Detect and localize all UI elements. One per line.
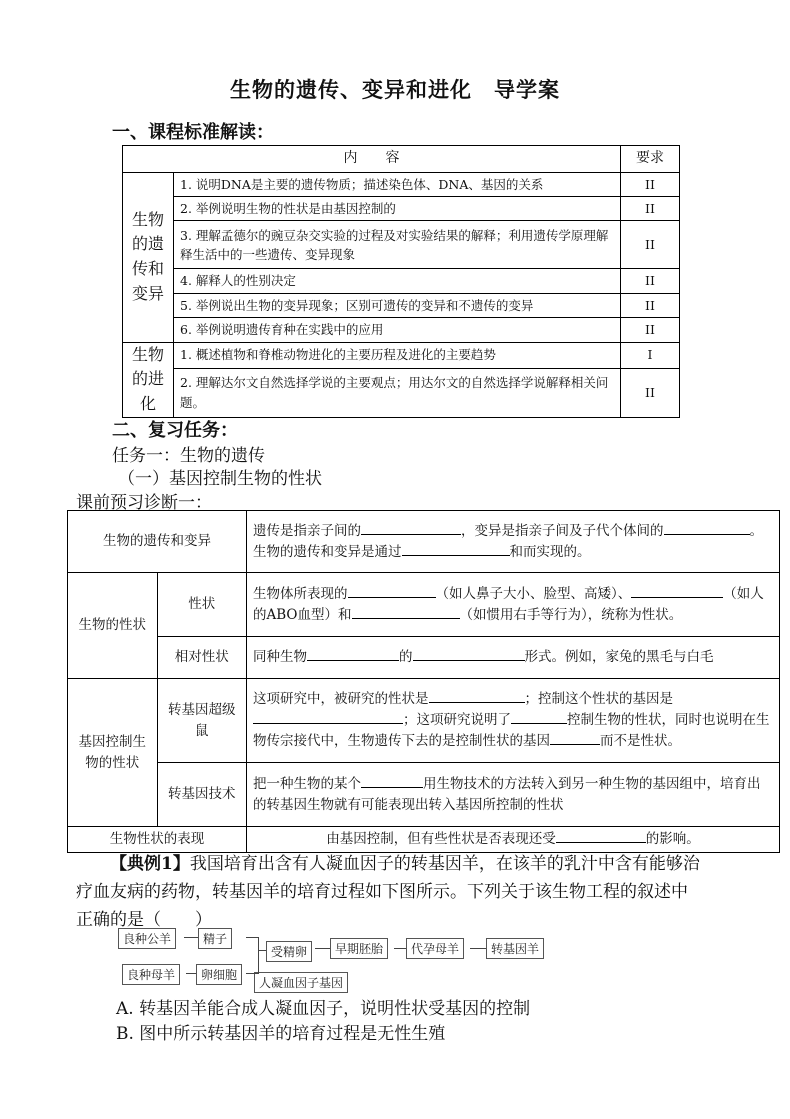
flow-arrow: [184, 937, 198, 938]
page-title: 生物的遗传、变异和进化 导学案: [230, 78, 560, 102]
diag-cell-expression: [247, 827, 780, 853]
flow-sperm: 精子: [198, 928, 232, 949]
standard-item: 5. 举例说出生物的变异现象；区别可遗传的变异和不遗传的变异: [174, 293, 621, 317]
standard-item: 2. 理解达尔文自然选择学说的主要观点；用达尔文的自然选择学说解释相关问题。: [174, 368, 621, 417]
fill-blank[interactable]: [429, 690, 525, 703]
standards-group-heredity: 生物的遗传和变异: [123, 172, 174, 342]
diag-text: 形式。例如，家兔的黑毛与白毛: [524, 649, 714, 666]
diag-sub-transgenic-tech: 转基因技术: [157, 763, 247, 827]
diag-cell-supermouse: [247, 679, 780, 763]
diagnostic-table: [67, 510, 780, 853]
fill-blank[interactable]: [402, 543, 510, 556]
subsection-heading: （一）基因控制生物的性状: [118, 469, 322, 489]
flow-arrow: [258, 937, 259, 974]
standards-table: [122, 145, 680, 418]
fill-blank[interactable]: [253, 711, 403, 724]
example-question: [76, 850, 702, 934]
flow-arrow: [186, 973, 196, 974]
diag-text: 生物体所表现的: [253, 585, 348, 602]
fill-blank[interactable]: [556, 830, 646, 843]
fill-blank[interactable]: [413, 648, 525, 661]
fill-blank[interactable]: [352, 606, 460, 619]
diag-text: ，变异是指亲子间及子代个体间的: [461, 522, 664, 539]
option-b: B. 图中所示转基因羊的培育过程是无性生殖: [116, 1024, 446, 1044]
task-heading: 任务一：生物的遗传: [112, 446, 265, 466]
option-a: A. 转基因羊能合成人凝血因子，说明性状受基因的控制: [116, 999, 531, 1019]
flow-arrow: [315, 948, 330, 949]
flow-ram: 良种公羊: [118, 928, 176, 949]
diag-text: 遗传是指亲子间的: [253, 522, 361, 539]
diag-label-gene-control: 基因控制生物的性状: [68, 679, 158, 827]
fill-blank[interactable]: [631, 585, 723, 598]
fill-blank[interactable]: [361, 522, 461, 535]
diag-text: （如人鼻子大小、脸型、高矮）、: [435, 585, 632, 602]
diag-text: 的: [399, 649, 413, 666]
diag-text: 的影响。: [645, 831, 700, 847]
diag-text: （如惯用右手等行为），统称为性状。: [459, 606, 683, 623]
standard-req: II: [621, 318, 680, 342]
flow-egg: 卵细胞: [196, 964, 242, 985]
fill-blank[interactable]: [361, 775, 423, 788]
diag-text: 这项研究中，被研究的性状是: [253, 691, 429, 708]
diag-text: （如人的ABO血型）和: [253, 585, 764, 623]
flow-surrogate: 代孕母羊: [406, 938, 464, 959]
flow-embryo: 早期胚胎: [330, 938, 388, 959]
example-lead: 【典例1】: [110, 854, 190, 874]
diag-text: 用生物技术的方法转入到另一种生物的基因组中，培育出的转基因生物就有可能表现出转入基因所控制的性状: [253, 775, 761, 813]
diag-sub-relative-trait: 相对性状: [157, 637, 247, 679]
section-heading-standards: 一、课程标准解读：: [112, 122, 274, 143]
diag-text: 由基因控制，但有些性状是否表现还受: [326, 831, 556, 847]
standard-item: 2. 举例说明生物的性状是由基因控制的: [174, 197, 621, 221]
diag-label-traits: 生物的性状: [68, 573, 158, 679]
section-heading-tasks: 二、复习任务：: [112, 420, 238, 441]
standard-req: II: [621, 221, 680, 269]
diag-sub-trait: 性状: [157, 573, 247, 637]
flow-arrow: [246, 973, 258, 974]
flow-zygote: 受精卵: [266, 941, 312, 962]
fill-blank[interactable]: [511, 711, 567, 724]
flow-result: 转基因羊: [486, 938, 544, 959]
diag-text: ；控制这个性状的基因是: [524, 691, 673, 708]
flow-gene: 人凝血因子基因: [254, 972, 348, 993]
diag-text: ；这项研究说明了: [403, 712, 511, 729]
fill-blank[interactable]: [348, 585, 436, 598]
diag-text: 和: [509, 543, 523, 560]
standards-header-req: 要求: [621, 146, 680, 173]
standards-group-evolution: 生物的进化: [123, 342, 174, 417]
diag-text: 而实现的。: [523, 543, 591, 560]
diag-cell-trait: [247, 573, 780, 637]
standard-req: I: [621, 342, 680, 368]
diag-text: 控制生物的性状，同时也说明在生物传宗接代中，生物遗传下去的是控制性状的基因: [253, 712, 770, 749]
diag-label-heredity-variation: 生物的遗传和变异: [68, 511, 247, 573]
standard-req: II: [621, 197, 680, 221]
standard-req: II: [621, 172, 680, 196]
diag-text: 把一种生物的某个: [253, 775, 361, 792]
flow-ewe: 良种母羊: [122, 964, 180, 985]
standards-header-content: 内 容: [123, 146, 621, 173]
standard-req: II: [621, 269, 680, 293]
fill-blank[interactable]: [550, 732, 600, 745]
diag-sub-supermouse: 转基因超级鼠: [157, 679, 247, 763]
fill-blank[interactable]: [664, 522, 750, 535]
diag-cell-transgenic-tech: [247, 763, 780, 827]
flow-arrow: [258, 950, 266, 951]
standard-item: 1. 说明DNA是主要的遗传物质；描述染色体、DNA、基因的关系: [174, 172, 621, 196]
diag-label-expression: 生物性状的表现: [68, 827, 247, 853]
diag-cell-relative-trait: [247, 637, 780, 679]
diag-cell-heredity-variation: [247, 511, 780, 573]
flow-arrow: [394, 948, 406, 949]
standard-item: 1. 概述植物和脊椎动物进化的主要历程及进化的主要趋势: [174, 342, 621, 368]
diag-text: 而不是性状。: [600, 732, 681, 749]
example-text: 我国培育出含有人凝血因子的转基因羊，在该羊的乳汁中含有能够治疗血友病的药物，转基因羊的培育过程如下图所示。下列关于该生物工程的叙述中正确的是（ ）: [76, 854, 700, 930]
flow-arrow: [246, 937, 258, 938]
diag-text: 同种生物: [253, 649, 307, 666]
standard-req: II: [621, 293, 680, 317]
flow-arrow: [470, 948, 486, 949]
fill-blank[interactable]: [307, 648, 399, 661]
pretest-heading: 课前预习诊断一：: [76, 493, 212, 513]
standard-item: 3. 理解孟德尔的豌豆杂交实验的过程及对实验结果的解释；利用遗传学原理解释生活中的一些遗传、变异现象: [174, 221, 621, 269]
standard-req: II: [621, 368, 680, 417]
diag-text: 。生物的遗传和变异是通过: [253, 522, 763, 560]
standard-item: 4. 解释人的性别决定: [174, 269, 621, 293]
standard-item: 6. 举例说明遗传育种在实践中的应用: [174, 318, 621, 342]
